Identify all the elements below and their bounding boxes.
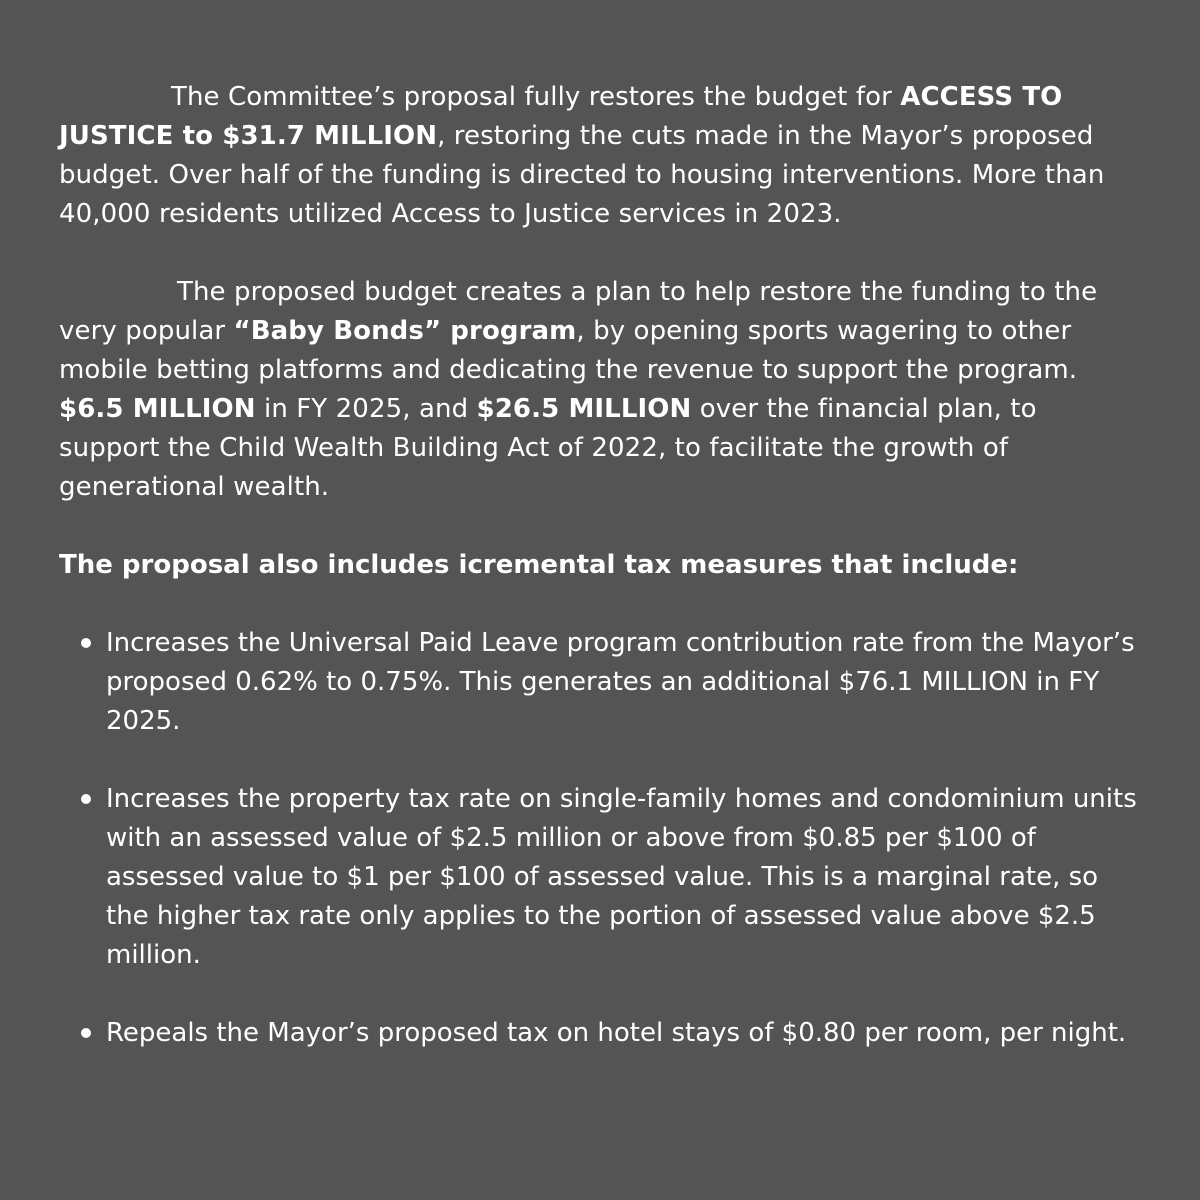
bullet-icon [81, 794, 91, 804]
list-item [59, 1014, 1142, 1053]
bullet-icon [81, 1028, 91, 1038]
list-item [59, 624, 1142, 741]
bullet-icon [81, 638, 91, 648]
paragraph-bold-text: $6.5 MILLION [59, 394, 256, 424]
access-to-justice-paragraph [59, 78, 1142, 234]
paragraph-text: over the financial plan, to support the Child Wealth Building Act of 2022, to facilitate the growth of generational wealth. [59, 394, 1037, 502]
paragraph-text: The Committee’s proposal fully restores the budget for [171, 82, 901, 112]
list-item [59, 780, 1142, 975]
paragraph-bold-text: “Baby Bonds” program [233, 316, 577, 346]
paragraph-bold-text: $26.5 MILLION [476, 394, 692, 424]
list-item-text: Increases the property tax rate on single-family homes and condominium units with an assessed value of $2.5 million or above from $0.85 per $100 of assessed value to $1 per $100 of assessed value. This is a marginal rate, so the higher tax rate only applies to the portion of assessed value above $2.5 million. [106, 784, 1137, 970]
list-item-text: Repeals the Mayor’s proposed tax on hotel stays of $0.80 per room, per night. [106, 1018, 1127, 1048]
paragraph-text: The proposed budget creates a plan to help restore the funding to the very popular [59, 277, 1098, 346]
tax-measures-heading: The proposal also includes icremental tax measures that include: [59, 550, 1019, 580]
paragraph-text: , by opening sports wagering to other mobile betting platforms and dedicating the revenue to support the program. [59, 316, 1078, 385]
paragraph-text: , restoring the cuts made in the Mayor’s proposed budget. Over half of the funding is directed to housing interventions. More than 40,000 residents utilized Access to Justice services in 2023. [59, 121, 1105, 229]
list-item-text: Increases the Universal Paid Leave program contribution rate from the Mayor’s proposed 0.62% to 0.75%. This generates an additional $76.1 MILLION in FY 2025. [106, 628, 1135, 736]
paragraph-text: in FY 2025, and [255, 394, 477, 424]
tax-measures-list [59, 624, 1142, 1053]
paragraph-bold-text: ACCESS TO JUSTICE to $31.7 MILLION [59, 82, 1063, 151]
baby-bonds-paragraph [59, 273, 1142, 507]
